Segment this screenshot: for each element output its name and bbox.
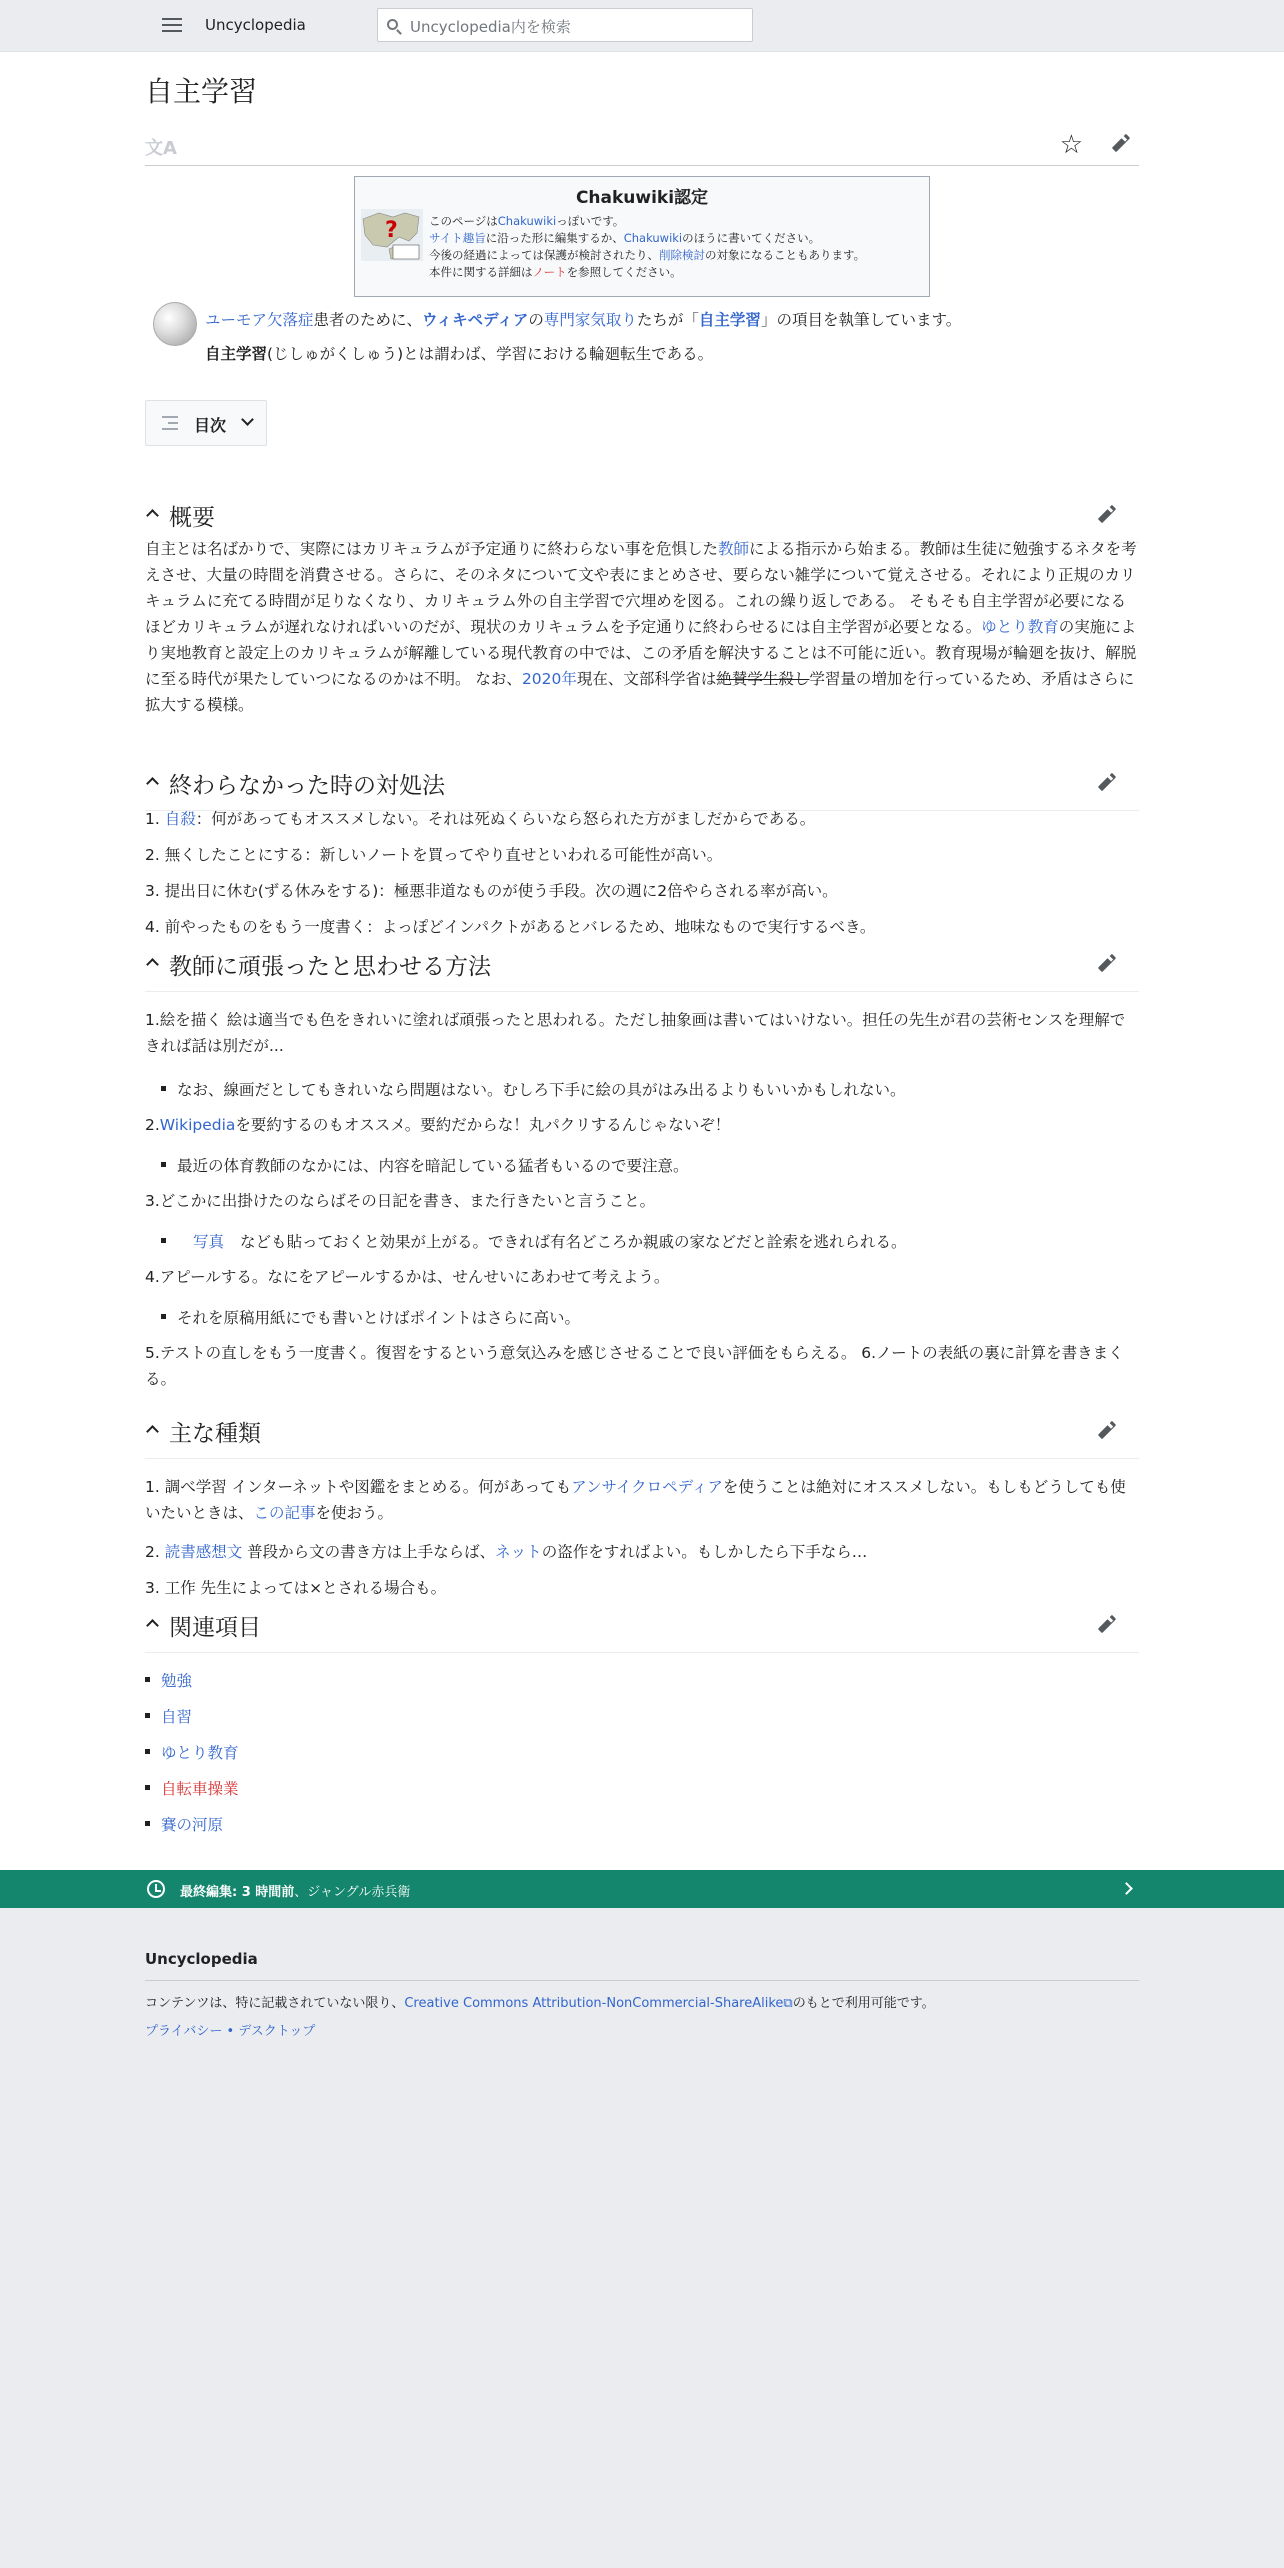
year-2020-link[interactable]: 2020年	[521, 670, 577, 688]
chevron-down-icon	[241, 413, 254, 426]
related-item-yutori[interactable]	[145, 1741, 239, 1763]
edit-section-icon[interactable]	[1097, 954, 1117, 978]
related-link[interactable]: 自習	[161, 1708, 193, 1726]
wp-text-3: たちが「	[636, 311, 699, 329]
intro-rest: (じしゅがくしゅう)とは謂わば、学習における輪廻転生である。	[267, 345, 714, 363]
section-title: 概要	[169, 505, 215, 531]
related-link[interactable]: 勉強	[161, 1672, 193, 1690]
s4-i2-a: 普段から文の書き方は上手ならば、	[242, 1543, 496, 1561]
intro-bold: 自主学習	[205, 345, 268, 363]
cw-text-2b: のほうに書いてください。	[682, 231, 821, 245]
humor-link[interactable]: ユーモア欠落症	[205, 311, 314, 329]
history-icon	[147, 1880, 165, 1898]
section-header-methods[interactable]	[145, 942, 1139, 992]
this-article-link[interactable]: この記事	[253, 1504, 316, 1522]
menu-icon[interactable]	[160, 14, 184, 38]
wikipedia-globe-icon	[153, 302, 197, 346]
s1-strike-text: 絶賛学生殺し	[716, 670, 810, 688]
uncyclopedia-link[interactable]: アンサイクロペディア	[571, 1478, 723, 1496]
chakuwiki-title: Chakuwiki認定	[575, 188, 709, 208]
list-item	[161, 1306, 580, 1328]
site-purpose-link[interactable]: サイト趣旨	[429, 231, 486, 245]
edit-section-icon[interactable]	[1097, 773, 1117, 797]
page-body	[0, 52, 1284, 1870]
chakuwiki-map-icon	[359, 205, 425, 267]
list-item	[145, 1474, 1139, 1526]
list-item	[145, 1540, 1139, 1562]
chevron-up-icon	[146, 958, 159, 971]
svg-text:?: ?	[385, 218, 398, 243]
cw-text-4a: 本件に関する詳細は	[429, 265, 533, 279]
list-item	[145, 1113, 1139, 1135]
wp-article-link[interactable]: 自主学習	[698, 311, 761, 329]
chevron-up-icon	[146, 509, 159, 522]
list-item: 2. 無くしたことにする：新しいノートを買ってやり直せといわれる可能性が高い。	[145, 846, 723, 864]
s4-i2-num: 2.	[145, 1543, 165, 1561]
photo-link[interactable]: 写真	[193, 1233, 225, 1251]
edit-section-icon[interactable]	[1097, 1421, 1117, 1445]
footer-separator: •	[226, 2024, 235, 2039]
section-title: 終わらなかった時の対処法	[169, 773, 445, 799]
language-icon[interactable]: 文A	[145, 138, 177, 159]
footer	[145, 1950, 1139, 2039]
last-edit-label: 最終編集: 3 時間前	[180, 1885, 295, 1900]
top-header	[0, 0, 1284, 52]
external-link-icon: ⧉	[783, 1996, 793, 2011]
s2-i1-num: 1.	[145, 810, 165, 828]
s1-text-a: 自主とは名ばかりで、実際にはカリキュラムが予定通りに終わらない事を危惧した	[145, 540, 719, 558]
related-item-jitensha[interactable]	[145, 1777, 239, 1799]
overview-paragraph	[145, 536, 1139, 718]
section-header-countermeasures[interactable]	[145, 761, 1139, 811]
related-link[interactable]: 賽の河原	[161, 1816, 224, 1834]
list-item	[161, 1230, 907, 1252]
chakuwiki-notice-box	[354, 176, 930, 297]
cw-text-3a: 今後の経過によっては保護が検討されたり、	[429, 248, 659, 262]
chevron-right-icon	[1120, 1882, 1133, 1895]
s3-b3-rest: なども貼っておくと効果が上がる。できれば有名どころか親戚の家などだと詮索を逃れられる。	[240, 1233, 907, 1251]
edit-section-icon[interactable]	[1097, 1615, 1117, 1639]
s3-b2: 最近の体育教師のなかには、内容を暗記している猛者もいるので要注意。	[177, 1157, 689, 1175]
s3-p2-rest: を要約するのもオススメ。要約だからな！丸パクリするんじゃないぞ！	[235, 1116, 731, 1134]
cw-text-1b: っぽいです。	[556, 214, 625, 228]
footer-license	[145, 1992, 935, 2011]
chakuwiki-link[interactable]: Chakuwiki	[497, 214, 557, 228]
search-icon	[387, 19, 398, 30]
list-item	[145, 807, 1139, 829]
page-title: 自主学習	[145, 75, 258, 108]
chevron-up-icon	[146, 777, 159, 790]
s1-text-c: の実施により実地教育と設定上のカリキュラムが解離している現代教育の中では、この矛盾を解決することは不可能に近い。教育現場が輪廻を抜け、解脱に至る時代が果たしていつになるのかは不明。 なお、	[145, 618, 1137, 688]
wp-text-1: 患者のために、	[313, 311, 423, 329]
toc-icon	[162, 416, 178, 434]
list-item: 3.どこかに出掛けたのならばその日記を書き、また行きたいと言うこと。	[145, 1192, 656, 1210]
edit-section-icon[interactable]	[1097, 505, 1117, 529]
suicide-link[interactable]: 自殺	[164, 810, 196, 828]
last-edit-user: 、ジャングル赤兵衛	[294, 1885, 411, 1900]
list-item: 4.アピールする。なにをアピールするかは、せんせいにあわせて考えよう。	[145, 1268, 670, 1286]
section-title: 関連項目	[169, 1615, 261, 1641]
license-text-a: コンテンツは、特に記載されていない限り、	[145, 1996, 405, 2011]
section-header-types[interactable]	[145, 1409, 1139, 1459]
list-item	[161, 1154, 689, 1176]
chakuwiki-text	[429, 213, 865, 281]
related-item-study[interactable]	[145, 1669, 192, 1691]
cw-text-2a: に沿った形に編集するか、	[485, 231, 624, 245]
s3-b1: なお、線画だとしてもきれいなら問題はない。むしろ下手に絵の具がはみ出るよりもいいかもしれない。	[177, 1081, 906, 1099]
cw-text-1a: このページは	[429, 214, 498, 228]
s3-p2-num: 2.	[145, 1116, 160, 1134]
method-paragraph: 1.絵を描く 絵は適当でも色をきれいに塗れば頑張ったと思われる。ただし抽象画は書いてはいけない。担任の先生が君の芸術センスを理解できれば話は別だが...	[145, 1011, 1126, 1055]
edit-page-icon[interactable]	[1111, 134, 1131, 158]
license-link[interactable]: Creative Commons Attribution-NonCommercial-ShareAlike	[404, 1996, 784, 2011]
wikipedia-note-text	[205, 308, 961, 330]
related-item-self-study[interactable]	[145, 1705, 192, 1727]
list-item	[161, 1078, 906, 1100]
related-link[interactable]: ゆとり教育	[161, 1744, 239, 1762]
book-report-link[interactable]: 読書感想文	[164, 1543, 243, 1561]
cw-text-4b: を参照してください。	[566, 265, 682, 279]
page-actions-bar	[145, 122, 1139, 166]
license-text-b: のもとで利用可能です。	[792, 1996, 935, 2011]
cw-text-3b: の対象になることもあります。	[705, 248, 866, 262]
site-brand[interactable]: Uncyclopedia	[205, 16, 306, 34]
s4-i1-a: 1. 調べ学習 インターネットや図鑑をまとめる。何があっても	[145, 1478, 572, 1496]
list-item: 4. 前やったものをもう一度書く：よっぽどインパクトがあるとバレるため、地味なもので実行するべき。	[145, 918, 876, 936]
s4-i2-b: の盗作をすればよい。もしかしたら下手なら…	[541, 1543, 868, 1561]
wikipedia-link[interactable]: ウィキペディア	[422, 311, 529, 329]
toc-button[interactable]	[145, 400, 267, 446]
chevron-up-icon	[146, 1619, 159, 1632]
s2-i1-rest: ：何があってもオススメしない。それは死ぬくらいなら怒られた方がましだからである。	[195, 810, 816, 828]
wikipedia-link-2[interactable]: Wikipedia	[159, 1116, 236, 1134]
search-input[interactable]	[377, 8, 753, 42]
deletion-review-link[interactable]: 削除検討	[659, 248, 705, 262]
talk-link[interactable]: ノート	[532, 265, 567, 279]
method-paragraph: 5.テストの直しをもう一度書く。復習をするという意気込みを感じさせることで良い評価をもらえる。 6.ノートの表紙の裏に計算を書きまくる。	[145, 1344, 1124, 1388]
teacher-link[interactable]: 教師	[718, 540, 750, 558]
yutori-link[interactable]: ゆとり教育	[981, 618, 1059, 636]
s4-i1-b: を使うことは絶対にオススメしない。もしもどうしても使いたいときは、	[145, 1478, 1126, 1522]
wp-text-2: の	[528, 311, 544, 329]
net-link[interactable]: ネット	[495, 1543, 542, 1561]
chevron-up-icon	[146, 1425, 159, 1438]
search-placeholder: Uncyclopedia内を検索	[410, 18, 571, 36]
section-header-related[interactable]	[145, 1603, 1139, 1653]
related-redlink[interactable]: 自転車操業	[161, 1780, 239, 1798]
wp-text-4: 」の項目を執筆しています。	[760, 311, 962, 329]
s1-text-b: による指示から始まる。教師は生徒に勉強するネタを考えさせ、大量の時間を消費させる。さらに、そのネタについて文や表にまとめさせ、要らない雑学について覚えさせる。それにより正規のカリキュラムに充てる時間が足りなくなり、カリキュラム外の自主学習で穴埋めを図る。これの繰り返しである。 そもそも自主学習が必要になるほどカリキュラムが遅れなければいいのだが、現状のカリキュラムを予定通りに終わらせるには自主学習が必要となる。	[145, 540, 1137, 636]
list-item: 3. 提出日に休む(ずる休みをする)：極悪非道なものが使う手段。次の週に2倍やらされる率が高い。	[145, 882, 838, 900]
footer-divider	[145, 1980, 1139, 1981]
intro-paragraph	[205, 342, 713, 364]
toc-label: 目次	[194, 416, 227, 435]
footer-links	[145, 2020, 315, 2039]
footer-site-name: Uncyclopedia	[145, 1950, 258, 1968]
last-edit-text	[180, 1881, 410, 1900]
related-item-sai-no-kawara[interactable]	[145, 1813, 223, 1835]
chakuwiki-link-2[interactable]: Chakuwiki	[623, 231, 683, 245]
desktop-link[interactable]: デスクトップ	[238, 2024, 316, 2039]
s1-text-e: 学習量の増加を行っているため、矛盾はさらに拡大する模様。	[145, 670, 1135, 714]
privacy-link[interactable]: プライバシー	[145, 2024, 223, 2039]
last-edit-bar[interactable]	[0, 1870, 1284, 1908]
section-title: 主な種類	[169, 1421, 261, 1447]
s1-text-d: 現在、文部科学省は	[576, 670, 717, 688]
s3-b4: それを原稿用紙にでも書いとけばポイントはさらに高い。	[177, 1309, 581, 1327]
s4-i1-c: を使おう。	[315, 1504, 394, 1522]
expert-link[interactable]: 専門家気取り	[543, 311, 637, 329]
watch-star-icon[interactable]: ☆	[1059, 130, 1083, 160]
list-item: 3. 工作 先生によっては×とされる場合も。	[145, 1579, 447, 1597]
section-title: 教師に頑張ったと思わせる方法	[169, 954, 491, 980]
